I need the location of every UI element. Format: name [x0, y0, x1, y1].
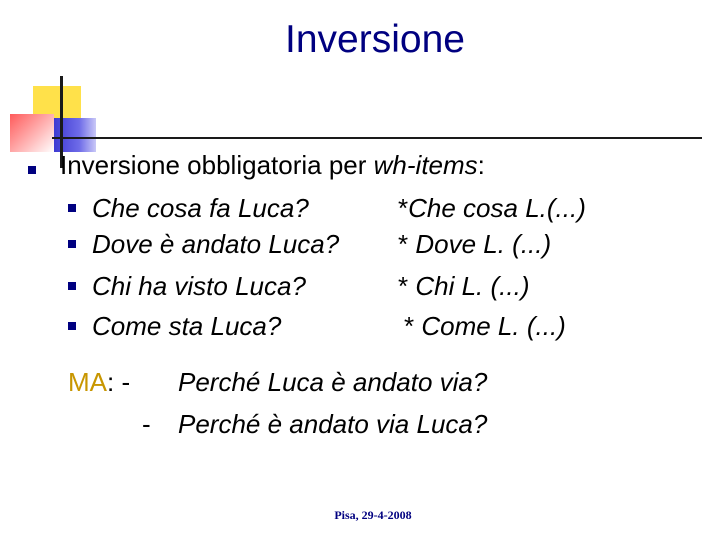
- example-sentence: Chi ha visto Luca?: [92, 271, 306, 301]
- ungrammatical-text: Chi L. (...): [408, 271, 530, 301]
- list-item: [68, 268, 708, 304]
- slide-title: Inversione: [285, 18, 465, 61]
- main-bullet-text: [60, 148, 485, 182]
- square-bullet-icon: [68, 240, 76, 248]
- square-bullet-icon: [68, 204, 76, 212]
- title-underline-rule: [52, 137, 702, 139]
- ungrammatical-text: Dove L. (...): [408, 229, 552, 259]
- example-sentence: Dove è andato Luca?: [92, 229, 340, 259]
- ma-colon-dash: : -: [107, 367, 131, 397]
- ungrammatical-text: Come L. (...): [414, 311, 566, 341]
- footer-text: Pisa, 29-4-2008: [334, 508, 412, 522]
- ma-label-line: [68, 364, 130, 400]
- ungrammatical-example: [398, 190, 586, 226]
- asterisk-mark: *: [398, 193, 409, 223]
- main-bullet-intro: Inversione obbligatoria per: [60, 150, 367, 180]
- ungrammatical-example: [398, 268, 529, 304]
- ungrammatical-example: [404, 308, 566, 344]
- example-sentence: Come sta Luca?: [92, 311, 282, 341]
- square-bullet-icon: [28, 166, 36, 174]
- main-bullet-tail: :: [477, 150, 485, 180]
- square-bullet-icon: [68, 322, 76, 330]
- ma-sentence-1: Perché Luca è andato via?: [178, 367, 488, 397]
- ma-dash-2: -: [142, 409, 151, 439]
- list-item: [68, 308, 708, 344]
- ma-sentence-2: Perché è andato via Luca?: [178, 409, 488, 439]
- list-item: [68, 190, 708, 226]
- main-bullet-italic: wh-items: [373, 150, 478, 180]
- ungrammatical-text: Che cosa L.(...): [408, 193, 586, 223]
- list-item: [68, 226, 708, 262]
- ma-label: MA: [68, 367, 107, 397]
- asterisk-mark: *: [398, 271, 409, 301]
- asterisk-mark: *: [404, 311, 415, 341]
- example-sentence: Che cosa fa Luca?: [92, 193, 309, 223]
- asterisk-mark: *: [398, 229, 409, 259]
- decor-pink-square: [10, 114, 54, 152]
- square-bullet-icon: [68, 282, 76, 290]
- ungrammatical-example: [398, 226, 551, 262]
